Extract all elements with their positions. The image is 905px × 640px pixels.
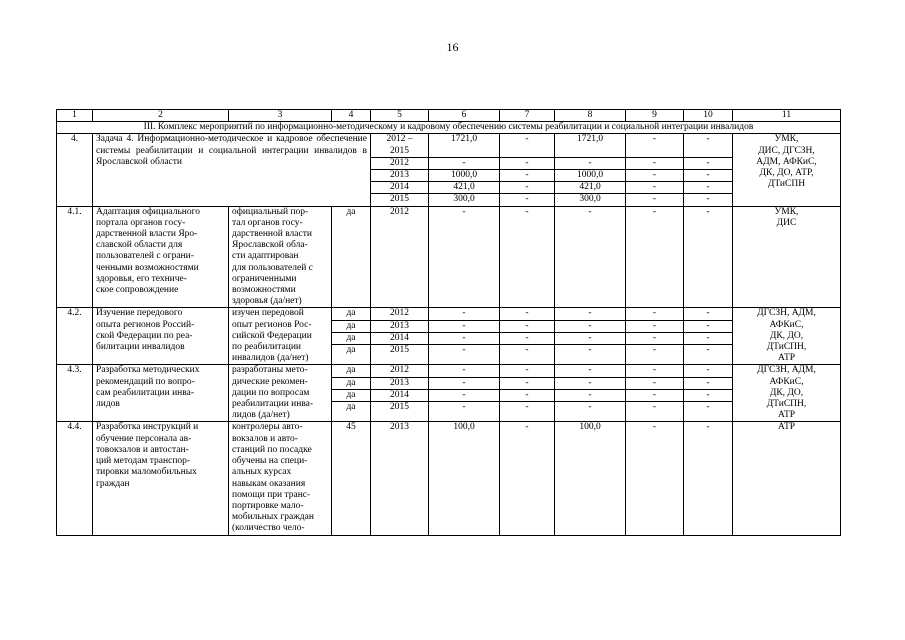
table-row: [57, 365, 841, 377]
value-cell: -: [429, 308, 500, 320]
value-cell: -: [500, 206, 555, 308]
item-number: 4.2.: [57, 308, 93, 365]
item-number: 4.3.: [57, 365, 93, 422]
value-cell: -: [684, 422, 733, 535]
value-cell: -: [555, 332, 626, 344]
year-cell: 2013: [371, 422, 429, 535]
value-cell: -: [500, 308, 555, 320]
year-cell: 2012: [371, 308, 429, 320]
value-cell: -: [626, 320, 684, 332]
indicator-value: да: [332, 389, 371, 401]
value-cell: -: [500, 320, 555, 332]
col-header-11: 11: [733, 110, 841, 122]
value-cell: 1721,0: [555, 134, 626, 157]
value-cell: 300,0: [429, 194, 500, 206]
year-cell: 2015: [371, 402, 429, 422]
value-cell: -: [684, 345, 733, 365]
value-cell: -: [626, 194, 684, 206]
value-cell: -: [555, 345, 626, 365]
value-cell: -: [429, 402, 500, 422]
year-cell: 2012 – 2015: [371, 134, 429, 157]
col-header-1: 1: [57, 110, 93, 122]
value-cell: -: [684, 157, 733, 169]
value-cell: -: [555, 402, 626, 422]
column-number-row: [57, 110, 841, 122]
item-name: Изучение передового опыта регионов Россий- ской Федерации по реа- билитации инвалидов: [93, 308, 229, 365]
page-number: 16: [446, 40, 459, 54]
value-cell: -: [429, 365, 500, 377]
col-header-8: 8: [555, 110, 626, 122]
value-cell: -: [429, 377, 500, 389]
value-cell: -: [429, 389, 500, 401]
value-cell: 300,0: [555, 194, 626, 206]
value-cell: 1000,0: [429, 170, 500, 182]
value-cell: -: [684, 206, 733, 308]
item-number: 4.4.: [57, 422, 93, 535]
indicator-value: да: [332, 308, 371, 320]
value-cell: -: [500, 134, 555, 157]
item-indicator: контролеры авто- вокзалов и авто- станций по посадке обучены на специ- альных курсах навыкам оказания помощи при транс- портировке мало- мобильных граждан (количество чело-: [229, 422, 332, 535]
value-cell: 421,0: [555, 182, 626, 194]
value-cell: -: [555, 377, 626, 389]
task-title: Задача 4. Информационно-методическое и кадровое обеспечение системы реабилитации и социальной интеграции инвалидов в Ярославской области: [93, 134, 371, 206]
value-cell: -: [500, 389, 555, 401]
value-cell: -: [626, 402, 684, 422]
executors-cell: АТР: [733, 422, 841, 535]
col-header-2: 2: [93, 110, 229, 122]
year-cell: 2013: [371, 320, 429, 332]
executors-cell: УМК, ДИС: [733, 206, 841, 308]
value-cell: -: [626, 157, 684, 169]
section-title: III. Комплекс мероприятий по информационно-методическому и кадровому обеспечению системы реабилитации и социальной интеграции инвалидов: [57, 122, 841, 134]
item-indicator: изучен передовой опыт регионов Рос- сийской Федерации по реабилитации инвалидов (да/нет): [229, 308, 332, 365]
col-header-9: 9: [626, 110, 684, 122]
value-cell: -: [429, 157, 500, 169]
executors-cell: ДГСЗН, АДМ, АФКиС, ДК, ДО, ДТиСПН, АТР: [733, 308, 841, 365]
value-cell: -: [684, 308, 733, 320]
year-cell: 2012: [371, 157, 429, 169]
value-cell: -: [555, 320, 626, 332]
value-cell: -: [500, 377, 555, 389]
value-cell: 1000,0: [555, 170, 626, 182]
indicator-value: да: [332, 206, 371, 308]
item-indicator: разработаны мето- дические рекомен- дации по вопросам реабилитации инва- лидов (да/нет): [229, 365, 332, 422]
task-number: 4.: [57, 134, 93, 206]
value-cell: -: [626, 170, 684, 182]
value-cell: -: [626, 206, 684, 308]
value-cell: -: [429, 332, 500, 344]
value-cell: -: [626, 365, 684, 377]
col-header-7: 7: [500, 110, 555, 122]
value-cell: -: [626, 345, 684, 365]
value-cell: -: [500, 422, 555, 535]
value-cell: -: [626, 332, 684, 344]
table-row: [57, 308, 841, 320]
executors-cell: УМК, ДИС, ДГСЗН, АДМ, АФКиС, ДК, ДО, АТР, ДТиСПН: [733, 134, 841, 206]
executors-cell: ДГСЗН, АДМ, АФКиС, ДК, ДО, ДТиСПН, АТР: [733, 365, 841, 422]
value-cell: -: [684, 332, 733, 344]
value-cell: -: [684, 194, 733, 206]
item-name: Разработка методических рекомендаций по вопро- сам реабилитации инва- лидов: [93, 365, 229, 422]
year-cell: 2014: [371, 182, 429, 194]
item-name: Разработка инструкций и обучение персонала ав- товокзалов и автостан- ций методам транспор- тировки маломобильных граждан: [93, 422, 229, 535]
value-cell: -: [429, 206, 500, 308]
value-cell: -: [500, 182, 555, 194]
value-cell: -: [684, 377, 733, 389]
section-row: [57, 122, 841, 134]
value-cell: -: [500, 194, 555, 206]
value-cell: -: [500, 345, 555, 365]
indicator-value: 45: [332, 422, 371, 535]
value-cell: -: [684, 389, 733, 401]
value-cell: -: [500, 157, 555, 169]
year-cell: 2012: [371, 365, 429, 377]
year-cell: 2013: [371, 377, 429, 389]
value-cell: 421,0: [429, 182, 500, 194]
value-cell: 100,0: [429, 422, 500, 535]
value-cell: -: [684, 182, 733, 194]
value-cell: 1721,0: [429, 134, 500, 157]
value-cell: -: [429, 345, 500, 365]
value-cell: -: [684, 134, 733, 157]
year-cell: 2015: [371, 194, 429, 206]
indicator-value: да: [332, 345, 371, 365]
year-cell: 2012: [371, 206, 429, 308]
col-header-3: 3: [229, 110, 332, 122]
indicator-value: да: [332, 320, 371, 332]
value-cell: -: [500, 365, 555, 377]
value-cell: -: [626, 308, 684, 320]
value-cell: -: [500, 170, 555, 182]
value-cell: -: [555, 206, 626, 308]
value-cell: -: [626, 182, 684, 194]
year-cell: 2014: [371, 332, 429, 344]
value-cell: -: [684, 170, 733, 182]
value-cell: -: [555, 365, 626, 377]
indicator-value: да: [332, 402, 371, 422]
year-cell: 2013: [371, 170, 429, 182]
item-number: 4.1.: [57, 206, 93, 308]
value-cell: -: [626, 422, 684, 535]
indicator-value: да: [332, 365, 371, 377]
value-cell: -: [429, 320, 500, 332]
col-header-10: 10: [684, 110, 733, 122]
table-row: [57, 206, 841, 308]
value-cell: -: [626, 389, 684, 401]
year-cell: 2014: [371, 389, 429, 401]
col-header-5: 5: [371, 110, 429, 122]
indicator-value: да: [332, 332, 371, 344]
col-header-6: 6: [429, 110, 500, 122]
value-cell: -: [626, 134, 684, 157]
value-cell: 100,0: [555, 422, 626, 535]
value-cell: -: [555, 389, 626, 401]
item-indicator: официальный пор- тал органов госу- дарственной власти Ярославской обла- сти адаптирован для пользователей с ограниченными возможностями здоровья (да/нет): [229, 206, 332, 308]
value-cell: -: [626, 377, 684, 389]
table-row: [57, 134, 841, 157]
value-cell: -: [555, 308, 626, 320]
value-cell: -: [684, 320, 733, 332]
indicator-value: да: [332, 377, 371, 389]
year-cell: 2015: [371, 345, 429, 365]
program-table: [56, 109, 841, 536]
value-cell: -: [555, 157, 626, 169]
item-name: Адаптация официального портала органов госу- дарственной власти Яро- славской области для пользователей с ограни- ченными возможностями здоровья, его техниче- ское сопровождение: [93, 206, 229, 308]
value-cell: -: [500, 402, 555, 422]
value-cell: -: [684, 402, 733, 422]
table-row: [57, 422, 841, 535]
value-cell: -: [684, 365, 733, 377]
value-cell: -: [500, 332, 555, 344]
col-header-4: 4: [332, 110, 371, 122]
